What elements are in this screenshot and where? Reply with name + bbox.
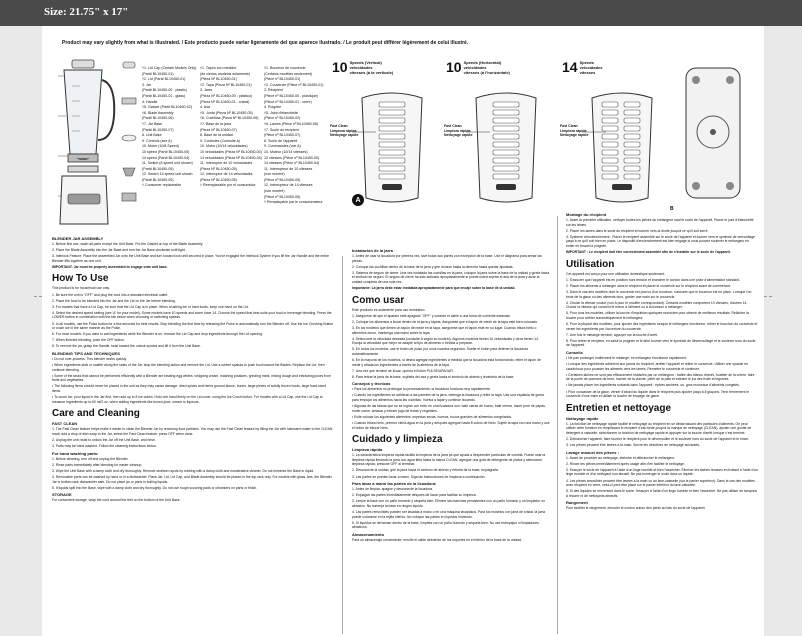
part-list-item: †1. Lid Cap (Certain Models Only) — [142, 66, 197, 70]
column-divider-1 — [342, 256, 343, 634]
speed-button-shape — [379, 134, 405, 139]
part-list-item: † Reemplazable por el consumidor — [200, 183, 256, 188]
how-to-use-step: 3. Dans le cas des modèles dont le couvercle est pourvu d'un bouchon, s'assurer que le bouchon est en place. Lorsque l'on broie de la glace ou des aliments durs, garder une main sur le couvercle. — [566, 289, 752, 299]
lid-cap-shape — [72, 60, 94, 68]
how-to-use-step: 4. Select the desired speed setting (see 'A' for your model). Some models have 10 speeds and some have 14. Choose the speed that best suits your food or beverage blending. Press the LOWER button in combination with the tab below when choosing or switching speeds. — [52, 310, 332, 320]
part-list-item: 8. Socle de l'appareil — [264, 138, 298, 143]
hand-wash-step: 5. Si des liquides se renversent dans le socle, l'essuyer à l'aide d'un linge humide et bien l'assécher. Ne pas utiliser de tampons à récurer ni de nettoyants abrasifs. — [566, 489, 758, 498]
how-to-use-step: 8. Para retirar la jarra de la base, sujétela del asa y gírela hacia el símbolo de abierto y levántela de la base. — [352, 374, 515, 379]
part-list-item: (Pieza Nº BL10450-01) — [200, 77, 237, 82]
hand-wash-step: 4. Las partes removibles pueden ser lavadas a mano o en una máquina lavaplatos. Para los modelos con jarra de cristal, la jarra puede colocarse en la rejilla inferior. No coloque las partes en líquidos hirviendo. — [352, 509, 545, 519]
fast-clean-step: 3. Parts may be hand washed. Follow the cleaning instructions below. — [52, 444, 157, 449]
speed-button-shape — [602, 158, 618, 163]
speed-count-number: 10 — [446, 59, 462, 75]
english-column — [52, 234, 335, 504]
assembly-step: 3. Système d'enclenchement : Placer le récipient assemblé sur le socle de l'appareil et tourner vers le symbole de verrouillage jusqu'à ce qu'il soit bien en place. Le dispositif d'enclenchement est bien engagé si vous pouvez soulever le mélangeur en entier en tenant la poignée. — [566, 234, 756, 248]
speed-button-shape — [624, 166, 640, 171]
fr-storage-text: Pour faciliter le rangement, enrouler le cordon autour des pieds au bas du socle de l'appareil. — [566, 506, 706, 511]
en-how-to-use-intro: This product is for household use only. — [52, 286, 110, 291]
part-list-item: 3. Jar — [142, 82, 151, 87]
part-list-item: (Pieza Nº BL10450-05) — [200, 177, 237, 182]
speed-button-shape — [602, 102, 618, 107]
en-blending-tips-title: BLENDING TIPS AND TECHNIQUES — [52, 351, 120, 356]
hand-wash-step: 3. Limpie la base con un paño húmedo y séquela bien. Elimine las manchas persistentes con un paño húmedo y un limpiador no abrasivo. No sumerja la base en ningún líquido. — [352, 499, 546, 508]
manual-page — [42, 26, 764, 636]
speed-count-text: Speeds (Horizontal) velocidades vitesses (à l'horizontale) — [463, 60, 510, 75]
fast-clean-step: 2. Débrancher l'appareil, faire tourner le récipient pour le déverrouiller et le soulever hors du socle de l'appareil et le rincer. — [566, 437, 750, 441]
fast-clean-step: 3. Las partes se pueden lavar a mano. Siga las instrucciones de limpieza a continuación. — [352, 474, 486, 479]
size-label: Size: 21.75" x 17" — [44, 6, 129, 18]
how-to-use-step: 5. En todos los modelos, use el botón de pulso por unos cuantos segundos. Suelte el botón para detener la licuadora automáticamente. — [352, 347, 528, 356]
fr-care-title: Entretien et nettoyage — [566, 402, 672, 414]
parts-list-spanish — [200, 66, 262, 189]
speed-button-shape — [379, 142, 405, 147]
fr-hand-wash-title: Lavage manuel des pièces : — [566, 449, 619, 455]
hand-wash-step: 1. Avant de procéder au nettoyage, éteindre et débrancher le mélangeur. — [566, 455, 676, 460]
part-list-item: 14 speed (Part# BL10450-04) — [142, 155, 190, 160]
how-to-use-step: 5. In all models, use the Pulse button for a few seconds for best results. Stop blending the first time by releasing the Pulse to automatically turn the Blender off. Use the Ice Crushing Button or crush ice in the same manner as the Pulse. — [52, 321, 334, 331]
fast-clean-step: 2. Desconecte la unidad, gire la jarra hacia el símbolo de abierto y retírela de la base, enjuáguela. — [352, 468, 499, 473]
es-care-title: Cuidado y limpieza — [352, 434, 443, 446]
part-list-item: (Pièce nº BL10450-01 - verre) — [264, 99, 312, 104]
part-list-item: (Pieza Nº BL10450-00 - plástico) — [200, 93, 253, 98]
hand-wash-step: 5. If liquids spill into the Base, wipe with a damp cloth and dry thoroughly. Do not use rough scouring pads or cleansers on parts or finish. — [52, 485, 257, 490]
how-to-use-step: 5. Pour tous les modèles, utiliser la touche d'impulsion quelques secondes pour obtenir de meilleurs résultats. Relâcher la touche pour arrêter automatiquement le mélangeur. — [566, 311, 749, 320]
part-list-item: †2. Lid (Part# BL10450-01) — [142, 77, 186, 82]
part-list-item: 10. Moteur (10/14 vitesses) — [264, 149, 308, 154]
part-list-item: (Pieza Nº BL10450-05) — [200, 166, 237, 171]
part-list-item: †5. Gasket (Part# BL10450-02) — [142, 105, 192, 110]
how-to-use-step: 3. For models that have a Lid Cap, be sure that the Lid Cap is in place. When crushing ice or hard foods, keep one hand on the Lid. — [52, 304, 249, 309]
how-to-use-step: 4. Choisir la vitesse voulue (voir A pour le modèle correspondant). Certains modèles comportent 10 vitesses, d'autres 14. Choisir la vitesse qui convient le mieux à l'aliment ou à la boisson à mélanger. — [566, 300, 748, 310]
part-list-item: (Pièce nº BL10450-07) — [264, 133, 301, 138]
size-header-bar — [0, 0, 802, 26]
speed-button-shape — [493, 174, 519, 179]
how-to-use-step: 2. Placer les aliments à mélanger dans le récipient et placer le couvercle sur le récipient avant de commencer. — [566, 283, 732, 288]
off-button-shape — [496, 184, 516, 190]
fast-clean-step: 1. The Fast Clean feature helps make it easier to clean the Blender Jar by removing food particles. You may use the Fast Clean feature by filling the Jar with lukewarm water to the CLEAN mark; add a drop of dish soap to the Jar, select the Fast Clean feature; press OFF when done. — [52, 427, 333, 436]
part-list-item: 4. Handle — [142, 99, 158, 104]
fr-assembly-title: Montage du récipient — [566, 212, 607, 217]
speed-button-shape — [624, 102, 640, 107]
speed-button-shape — [379, 102, 405, 107]
part-list-item: †6. Cuchillas (Pieza Nº BL10450-06) — [200, 116, 259, 121]
hand-wash-step: 3. Wipe the Unit Base with a damp cloth and dry thoroughly. Remove stubborn spots by rubbing with a damp cloth and nonabrasive cleaner. Do not immerse the Base in liquid. — [52, 468, 315, 473]
part-list-item: 11. Interruptor de 10 velocidades — [200, 161, 253, 166]
control-panel-diagram — [466, 88, 546, 208]
part-list-item: 10. Motor (10/8 Speed) — [142, 144, 179, 149]
how-to-use-step: 6. En la mayoría de los modelos, si desea agregar ingredientes a medida que la licuadora está funcionando, retire el tapón de medir y añada los ingredientes a través de la abertura de la tapa. — [352, 358, 541, 367]
speed-button-shape — [602, 110, 618, 115]
part-list-item: 9. Controles (Consulte A) — [200, 138, 241, 143]
hand-wash-step: 5. Si líquidos se derraman dentro de la base, límpiela con un paño húmedo y séquela bien. No use estropajos ni limpiadores abrasivos. — [352, 520, 539, 530]
controls-panel-shape — [68, 194, 100, 204]
part-list-item: (de ciertos modelos solamente) — [200, 71, 251, 76]
part-list-item: 12. Switch 14 speed unit shown — [142, 172, 193, 177]
parts-list-french — [264, 66, 323, 206]
blending-tip: • The following items should never be placed in the unit as they may cause damage: dried spices and herbs ground above, bones, large pieces of solidly frozen foods, large hard-sized items. — [52, 384, 327, 394]
hand-wash-step: 1. Before cleaning, turn off and unplug the Blender. — [52, 456, 129, 461]
speed-button-shape — [493, 102, 519, 107]
part-list-item: (Pieza Nº BL10450-01 - cristal) — [200, 99, 250, 104]
fr-fast-clean-title: Nettoyage rapide — [566, 415, 599, 421]
blending-tip: • Ne jamais placer les ingrédients suivants dans l'appareil : épices séchées, os, gros morceaux d'aliments congelés. — [566, 383, 740, 388]
part-list-item: † Remplaçable par le consommateur — [264, 200, 323, 205]
speed-button-shape — [624, 126, 640, 131]
speed-button-shape — [602, 126, 618, 131]
speed-button-shape — [602, 142, 618, 147]
part-list-item: (Pieza Nº BL10450-07) — [200, 127, 237, 132]
hand-wash-step: 2. Enjuague las partes inmediatamente después de licuar para facilitar su limpieza. — [352, 493, 477, 498]
speed-button-shape — [493, 142, 519, 147]
part-list-item: 10 speed (Part# BL10450-00) — [142, 149, 190, 154]
blending-tip: • Algunas de las tareas que no se logran con éxito en una licuadora son: batir claras de huevo, batir crema, hacer puré de papas, moler carne, amasar y extraer jugo de frutas y vegetales. — [352, 404, 546, 413]
es-assembly-important: Importante: La jarra debe estar instalada apropiadamente para que encaje sobre la base de la unidad. — [352, 286, 516, 291]
speed-count-text: Speeds velocidades vitesses — [579, 60, 603, 75]
speed-button-shape — [602, 150, 618, 155]
assembly-step: 2. Place the Blade Assembly into the Jar Base and turn the Jar Base clockwise until tight. — [52, 248, 186, 253]
control-panel-diagram — [582, 88, 662, 208]
part-list-item: †2. Tapa (Pieza Nº BL10450-01) — [200, 82, 252, 87]
disclaimer-text: Product may vary slightly from what is illustrated. / Este producto puede variar ligeramente del que aparece ilustrado. / Le produit peut différer légèrement de celui illustré. — [62, 40, 469, 46]
part-list-item: (Pièce nº BL10450-00 - plastique) — [264, 93, 318, 98]
speed-count-text: Speeds (Vertical) velocidades vitesses (à la verticale) — [349, 60, 394, 75]
part-list-item: 14 velocidades (Pieza Nº BL10450-04) — [200, 155, 262, 160]
assembly-step: 2. Placer les lames dans le socle du récipient et tourner vers la droite jusqu'à ce qu'il soit serré. — [566, 228, 709, 233]
assembly-step: 2. Coloque las cuchillas dentro de la base de la jarra y gire la base hasta la derecha hasta quedar ajustada. — [352, 264, 514, 269]
parts-list-english — [142, 66, 196, 189]
part-list-item: (Part# BL10450-01) — [142, 71, 174, 76]
speed-button-shape — [379, 126, 405, 131]
blending-tip: • Cuando los ingredientes se adhieran a las paredes de la jarra, detenga la licuadora y retire la tapa. Use una espátula de goma para empujar los alimentos hacia las cuchillas. Vuelva a tapar y continúe licuando. — [352, 393, 544, 403]
how-to-use-step: 7. Una vez que termine de licuar, oprima el botón PULSE/APAGAR. — [352, 368, 454, 373]
speed-button-shape — [624, 142, 640, 147]
speed-button-shape — [493, 166, 519, 171]
blending-tip: • Some of the tasks that cannot be performed efficiently with a Blender are beating egg whites, whipping cream, mashing potatoes, grinding meat, mixing dough and extracting juices from fruits and vegetables. — [52, 373, 331, 383]
en-care-title: Care and Cleaning — [52, 408, 140, 420]
fr-blending-tips-title: Conseils — [566, 349, 583, 355]
blending-tip: • Pour concasser de la glace, verser d'abord du liquide dans le récipient puis ajouter jusqu'à 8 glaçons. Tenir fermement le couvercle d'une main et utiliser la touche de broyage de glace. — [566, 389, 749, 399]
en-assembly-title: BLENDER JAR ASSEMBLY — [52, 236, 104, 241]
part-list-item: †2. Couvercle (Pièce nº BL10450-01) — [264, 82, 324, 87]
column-divider-2 — [557, 216, 558, 634]
speed-button-shape — [624, 174, 640, 179]
fold-mark-right — [764, 296, 772, 297]
part-list-item: †5. Junta (Pieza Nº BL10450-05) — [200, 110, 253, 115]
part-list-item: (Part# BL10450-05) — [142, 166, 174, 171]
part-list-item: (Part# BL10450-00 - plastic) — [142, 88, 187, 93]
hand-wash-step: 3. Essuyer le socle de l'appareil à l'aide d'un linge humide et bien l'assécher. Éliminer les taches tenaces en frottant à l'aide d'un linge humide et d'un nettoyant non abrasif. Ne pas immerger le socle dans un liquide. — [566, 467, 758, 477]
speed-button-shape — [624, 134, 640, 139]
part-list-item: (Pièce nº BL10450-05) — [264, 194, 301, 199]
es-how-to-use-intro: Este producto es solamente para uso doméstico. — [352, 307, 426, 312]
how-to-use-step: 7. Une fois le mélange terminé, appuyer sur la touche d'arrêt. — [566, 332, 658, 337]
fold-mark-left — [34, 296, 42, 297]
part-list-item: 11. Switch (8 speed unit shown) — [142, 161, 193, 166]
assembly-step: 1. Avant la première utilisation, nettoyer toutes les pièces du mélangeur sauf le socle de l'appareil. Placer le joint d'étanchéité sur les lames. — [566, 218, 754, 227]
part-list-item: (Pièce nº BL10450-05) — [264, 177, 301, 182]
how-to-use-step: 4. Seleccione la velocidad deseada (consulte A según su modelo). Algunos modelos tienen 10 velocidades y otros tienen 14. Escoja la velocidad que mejor se adapte al tipo de alimento o bebida a preparar. — [352, 336, 539, 346]
blending-tip: • Para los alimentos no prolongar su procesamiento; la licuadora funciona muy rápidamente. — [352, 387, 491, 392]
part-list-item: †1. Tapón con medidor — [200, 66, 237, 70]
speed-button-shape — [624, 158, 640, 163]
fast-clean-step: 3. Les pièces peuvent être lavées à la main. Suivre les directives de nettoyage suivantes. — [566, 443, 701, 448]
part-list-item: 4. Poignée — [264, 105, 282, 110]
part-list-item: 3. Récipient — [264, 88, 283, 93]
speed-button-shape — [493, 110, 519, 115]
speed-button-shape — [493, 150, 519, 155]
part-list-item: (Part# BL10450-01 - glass) — [142, 93, 186, 98]
es-storage-text: Para un almacenaje conveniente, enrolle el cable alrededor de los soportes en el inferior de la base de la unidad. — [352, 537, 522, 542]
blending-tip: • Cuando tritura hielo, primero vierta agua en la jarra y después agregue hasta 8 cubos de hielo. Sujete la tapa con una mano y use el botón de triturar hielo. — [352, 420, 550, 430]
how-to-use-step: 7. When finished blending, push the OFF button. — [52, 338, 125, 343]
speed-button-shape — [379, 150, 405, 155]
part-list-item: †6. Lames (Pièce nº BL10450-06) — [264, 121, 319, 126]
speed-count-badge — [562, 60, 602, 75]
en-assembly-important: IMPORTANT: Jar must be properly assembled to engage onto unit base. — [52, 264, 168, 269]
speed-button-shape — [493, 134, 519, 139]
speed-count-number: 10 — [332, 59, 348, 75]
es-assembly-title: Instalación de la jarra — [352, 248, 393, 253]
es-blending-tips-title: Consejos y técnicas — [352, 381, 391, 387]
fast-clean-label: Fast Clean Limpieza rápida Nettoyage rapide — [444, 124, 473, 137]
part-list-item: †6. Blade Assembly — [142, 110, 174, 115]
fr-assembly-important: IMPORTANT : Le récipient doit être correctement assemblé afin de s'installer sur le socle de l'appareil. — [566, 250, 731, 255]
hand-wash-step: 2. Rincer les pièces immédiatement après usage afin d'en faciliter le nettoyage. — [566, 461, 686, 466]
speed-button-shape — [602, 174, 618, 179]
part-list-item: 4. Asa — [200, 105, 210, 110]
hand-wash-step: 4. Removable parts can be washed by hand or in a dishwasher. Place Jar, Lid, Lid Cap, and Blade Assembly should be placed in the top rack only. For models with glass Jars, the Blender Jar is bottom rack dishwasher safe. Do not place jar or parts in boiling liquids. — [52, 475, 332, 484]
part-list-item: †7. Socle du récipient — [264, 127, 299, 132]
part-list-item: (Certains modèles seulement) — [264, 71, 312, 76]
speed-button-shape — [624, 118, 640, 123]
part-list-item: 9. Controls (see A) — [142, 138, 172, 143]
fr-how-to-use-intro: Cet appareil est conçu pour une utilisation domestique seulement. — [566, 271, 666, 276]
blending-tip: • When ingredients stick or scatter along the sides of the Jar, stop the blending action and remove the Lid. Use a rubber spatula to push food toward the Blades. Replace the Lid, then continue blending. — [52, 363, 325, 372]
part-list-item: †7. Base de la jarra — [200, 121, 232, 126]
part-list-item: †5. Joint d'étanchéité — [264, 110, 298, 115]
fr-how-to-use-title: Utilisation — [566, 258, 615, 270]
assembly-step: 3. Interlock Feature: Place the assembled Jar onto the Unit Base and turn toward lock until secured in place. You've engaged the Interlock System if you lift the Jar Handle and the entire Blender lifts together as one unit. — [52, 254, 329, 263]
speed-button-shape — [493, 158, 519, 163]
es-storage-title: Almacenamiento — [352, 531, 385, 537]
part-list-item: † Consumer replaceable — [142, 183, 182, 188]
fast-clean-step: 1. La fonction de nettoyage rapide facilite le nettoyage du récipient en se débarrassant des particules d'aliments. On peut utiliser cette fonction en remplissant le récipient d'eau tiède jusqu'à la marque de nettoyage (CLEAN), ajouter une goutte de détergent à vaisselle, sélectionner la fonction de nettoyage rapide et appuyer sur la touche d'arrêt lorsque c'est terminé. — [566, 421, 752, 435]
speed-button-shape — [379, 118, 405, 123]
part-list-item: 10 velocidades (Pieza Nº BL10450-00) — [200, 149, 262, 154]
es-how-to-use-title: Como usar — [352, 294, 405, 306]
part-list-item: †1. Bouchon de couvercle — [264, 66, 306, 70]
part-list-item: 14 vitesses (Pièce nº BL10450-04) — [264, 161, 320, 166]
part-list-item: 11. Interrupteur de 10 vitesses — [264, 166, 313, 171]
assembly-step: 1. Before first use, wash all parts except the Unit Base. Put the Gasket on top of the Blade Assembly. — [52, 242, 204, 246]
blending-tip: • Evite colocar los siguientes alimentos: especias secas, huesos, trozos grandes de alimentos congelados. — [352, 414, 513, 419]
how-to-use-step: 1. Be sure the unit is "OFF" and plug the cord into a standard electrical outlet. — [52, 292, 169, 297]
speed-button-shape — [493, 126, 519, 131]
how-to-use-step: 1. S'assurer que l'appareil est en position hors tension et brancher le cordon dans une prise d'alimentation standard. — [566, 277, 741, 282]
en-how-to-use-title: How To Use — [52, 273, 109, 285]
part-list-item: 3. Jarra — [200, 88, 213, 93]
part-list-item: (non montré) — [264, 189, 285, 194]
speed-button-shape — [493, 118, 519, 123]
speed-button-shape — [602, 134, 618, 139]
speed-button-shape — [379, 166, 405, 171]
blending-tip: • Certaines tâches ne sont pas efficacement réalisées par un mélangeur : battre des blancs d'œufs, fouetter de la crème, faire de la purée de pommes de terre, hacher de la viande, pétrir de la pâte et extraire le jus des fruits et légumes. — [566, 372, 755, 382]
speed-button-shape — [602, 166, 618, 171]
spanish-column — [352, 246, 550, 544]
fast-clean-label: Fast Clean Limpieza rápida Nettoyage rapide — [330, 124, 359, 137]
base-bottom-illustration — [682, 62, 744, 212]
blending-tip: • Ne pas prolonger inutilement le mélange; ce mélangeur fonctionne rapidement. — [566, 355, 687, 360]
en-storage-title: STORAGE — [52, 492, 72, 498]
how-to-use-step: 3. En los modelos que tienen un tapón de medir en la tapa, asegúrese que el tapón esté en su lugar. Cuando tritura hielo o alimentos duros, mantenga una mano sobre la tapa. — [352, 325, 537, 335]
how-to-use-step: 6. For most models, if you want to add ingredients while the Blender is on, remove the Lid Cap and drop ingredients through the Lid opening. — [52, 332, 263, 337]
how-to-use-step: 2. Coloque los alimentos a licuar dentro de la jarra y tápela. Asegúrese que el tapón de medir de la tapa esté bien colocado. — [352, 319, 539, 324]
off-button-shape — [612, 184, 632, 190]
part-list-item: 10 vitesses (Pièce nº BL10450-00) — [264, 155, 320, 160]
hand-wash-step: 1. Antes de limpiar, apague y desconecte la licuadora. — [352, 487, 434, 492]
speed-count-badge — [446, 60, 510, 75]
speed-button-shape — [624, 150, 640, 155]
part-list-item: 12. Interruptor de 14 velocidades — [200, 172, 253, 177]
assembly-step: 3. Sistema de seguro de cierre: Una vez instalada las cuchillas en la jarra, coloque la jarra sobre la base de la unidad y gírela hacia el símbolo de seguro. El seguro de cierre ha sido activado apropiadamente si puede usted sujetar el asa de la jarra y alzar la unidad completa de una sola vez. — [352, 270, 550, 284]
part-list-item: 10. Motor (10/14 velocidades) — [200, 144, 248, 149]
en-storage-text: For convenient storage, wrap the cord around the feet on the bottom of the Unit Base. — [52, 498, 181, 503]
control-panel-diagram — [352, 88, 432, 208]
base-figure-letter: B — [670, 206, 674, 212]
speed-button-shape — [379, 110, 405, 115]
speed-button-shape — [379, 174, 405, 179]
part-list-item: 9. Commandes (voir A) — [264, 144, 301, 149]
en-fast-clean-title: FAST CLEAN — [52, 421, 78, 427]
part-list-item: (Pièce nº BL10450-01) — [264, 77, 301, 82]
blending-tip: • Lorsque des ingrédients adhèrent aux parois du récipient, arrêter l'appareil et retirer le couvercle. Utiliser une spatule en caoutchouc pour pousser les aliments vers les lames. Remettre le couvercle et continuer. — [566, 362, 749, 371]
figure-letter-badge: A — [352, 194, 364, 206]
how-to-use-step: 8. To remove the jar, grasp the Handle, twist toward the unlock symbol and lift it from the Unit Base. — [52, 344, 201, 349]
part-list-item: †7. Jar Base — [142, 121, 163, 126]
part-list-item: (Pièce nº BL10450-02) — [264, 116, 301, 121]
blending-tip: • To crush ice: pour liquid in the Jar first, then add up to 8 ice cubes. Hold one hand firmly on the Lid cover, using the Ice Crush button. For models with a Lid Cap, use the Lid Cap to measure ingredients up to 60 ml/2 oz. when adding ingredients like brown juice, cream or liqueurs. — [52, 395, 323, 404]
blending-tip: • Do not over-process. This blender works quickly. — [52, 357, 127, 361]
off-button-shape — [382, 184, 402, 190]
exploded-parts-illustration — [120, 58, 138, 208]
speed-button-shape — [379, 158, 405, 163]
fr-storage-title: Rangement — [566, 500, 588, 506]
jar-shape — [64, 70, 102, 154]
es-hand-wash-title: Para lavar a mano las partes de la licuadora: — [352, 481, 437, 487]
part-list-item: 8. Base de la unidad — [200, 133, 233, 138]
french-column — [566, 210, 758, 513]
part-list-item: (non montré) — [264, 172, 285, 177]
part-list-item: (Part# BL10450-07) — [142, 127, 174, 132]
speed-count-badge — [332, 60, 393, 75]
en-hand-wash-title: For hand washing parts: — [52, 450, 99, 456]
hand-wash-step: 2. Rinse parts immediately after blending for easier cleanup. — [52, 462, 143, 467]
speed-button-shape — [602, 118, 618, 123]
part-list-item: 12. Interrupteur de 14 vitesses — [264, 183, 313, 188]
fast-clean-label: Fast Clean Limpieza rápida Nettoyage rapide — [560, 124, 589, 137]
speed-button-shape — [624, 110, 640, 115]
part-list-item: (Part# BL10450-06) — [142, 116, 174, 121]
fast-clean-step: 2. Unplug the unit; twist to unlock the Jar off the Unit Base, and rinse. — [52, 438, 156, 443]
hand-wash-step: 4. Les pièces amovibles peuvent être lavées à la main ou au lave-vaisselle (sur le panier supérieur). Dans le cas des modèles avec récipient en verre, celui-ci peut être placé sur le panier inférieur du lave-vaisselle. — [566, 478, 755, 488]
how-to-use-step: 2. Place the food to be blended into the Jar and the Lid on the Jar before blending. — [52, 298, 176, 303]
fast-clean-step: 1. La característica limpieza rápida facilita la limpieza de la jarra ya que ayuda a desprender partículas de comida. Puede usar la limpieza rápida llenando la jarra con agua tibia hasta la marca CLEAN, agregue una gota de detergente de platos y seleccione limpieza rápida; presione OFF al terminar. — [352, 453, 546, 467]
assembly-step: 1. Antes de usar la licuadora por primera vez, lave todas sus partes con excepción de la base. Use el diagrama para armar las piezas. — [352, 254, 542, 263]
blender-illustration — [50, 56, 120, 231]
speed-count-number: 14 — [562, 59, 578, 75]
how-to-use-step: 6. Pour la plupart des modèles, pour ajouter des ingrédients lorsque le mélangeur fonctionne, retirer le bouchon du couvercle et verser les ingrédients par l'ouverture du couvercle. — [566, 322, 758, 331]
part-list-item: (Part# BL10450-05) — [142, 177, 174, 182]
es-fast-clean-title: Limpieza rápida — [352, 447, 383, 453]
how-to-use-step: 8. Pour retirer le récipient, en saisir la poignée et le faire tourner vers le symbole de déverrouillage et le soulever hors du socle de l'appareil. — [566, 338, 756, 348]
how-to-use-step: 1. Asegúrese de que el aparato esté apagado "OFF" y conecte el cable a una toma de corriente estándar. — [352, 313, 511, 318]
part-list-item: 8. Unit Base — [142, 133, 162, 138]
